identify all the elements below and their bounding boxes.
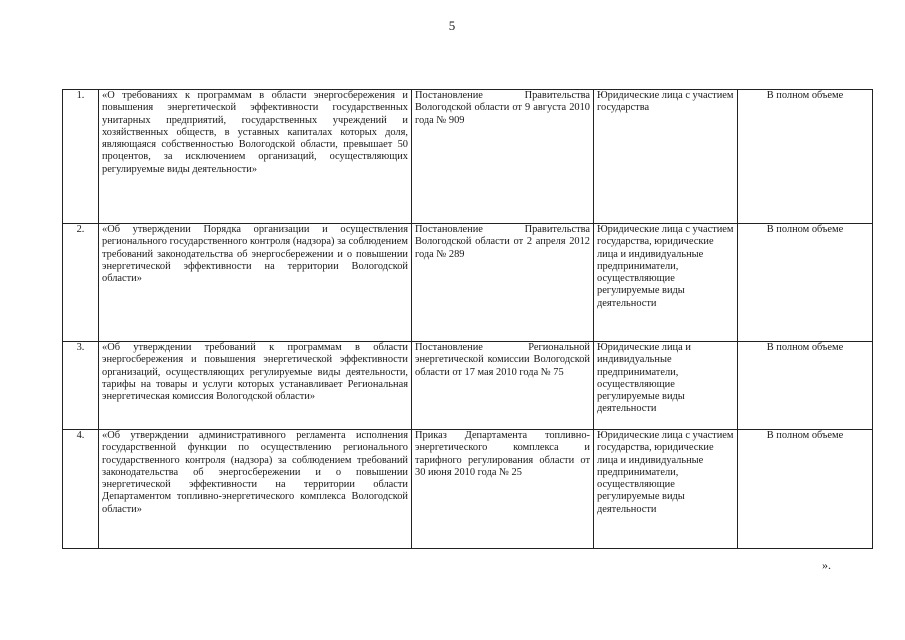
act-title: «О требованиях к программам в области энергосбережения и повышения энергетической эффективности государственных унитарных предприятий, государственных учреждений и хозяйственных обществ, в уставных капиталах которых доля, являющаяся собственностью Вологодской области, превышает 50 процентов, за исключением организаций, осуществляющих регулируемые виды деятельности» xyxy=(99,90,412,224)
table-row xyxy=(63,224,873,342)
affected-subjects: Юридические лица с участием государства, юридические лица и индивидуальные предприниматели, осуществляющие регулируемые виды деятельности xyxy=(594,224,738,342)
row-number: 3. xyxy=(63,342,99,430)
row-number: 4. xyxy=(63,430,99,549)
application-scope: В полном объеме xyxy=(738,430,873,549)
table-row xyxy=(63,90,873,224)
affected-subjects: Юридические лица и индивидуальные предприниматели, осуществляющие регулируемые виды деятельности xyxy=(594,342,738,430)
table-row xyxy=(63,342,873,430)
application-scope: В полном объеме xyxy=(738,224,873,342)
closing-quote-mark: ». xyxy=(822,558,831,572)
act-details: Постановление Правительства Вологодской области от 2 апреля 2012 года № 289 xyxy=(412,224,594,342)
application-scope: В полном объеме xyxy=(738,90,873,224)
act-details: Постановление Правительства Вологодской области от 9 августа 2010 года № 909 xyxy=(412,90,594,224)
act-details: Постановление Региональной энергетической комиссии Вологодской области от 17 мая 2010 года № 75 xyxy=(412,342,594,430)
legal-acts-table xyxy=(62,89,873,549)
page-number: 5 xyxy=(448,18,456,33)
table-row xyxy=(63,430,873,549)
affected-subjects: Юридические лица с участием государства, юридические лица и индивидуальные предприниматели, осуществляющие регулируемые виды деятельности xyxy=(594,430,738,549)
act-title: «Об утверждении требований к программам в области энергосбережения и повышения энергетической эффективности организаций, осуществляющих регулируемые виды деятельности, тарифы на товары и услуги которых устанавливает Региональная энергетическая комиссия Вологодской области» xyxy=(99,342,412,430)
act-title: «Об утверждении Порядка организации и осуществления регионального государственного контроля (надзора) за соблюдением требований законодательства об энергосбережении и о повышении энергетической эффективности на территории Вологодской области» xyxy=(99,224,412,342)
row-number: 1. xyxy=(63,90,99,224)
affected-subjects: Юридические лица с участием государства xyxy=(594,90,738,224)
row-number: 2. xyxy=(63,224,99,342)
act-details: Приказ Департамента топливно-энергетического комплекса и тарифного регулирования области от 30 июня 2010 года № 25 xyxy=(412,430,594,549)
act-title: «Об утверждении административного регламента исполнения государственной функции по осуществлению регионального государственного контроля (надзора) за соблюдением требований законодательства об энергосбережении и о повышении энергетической эффективности на территории области Департаментом топливно-энергетического комплекса Вологодской области» xyxy=(99,430,412,549)
application-scope: В полном объеме xyxy=(738,342,873,430)
